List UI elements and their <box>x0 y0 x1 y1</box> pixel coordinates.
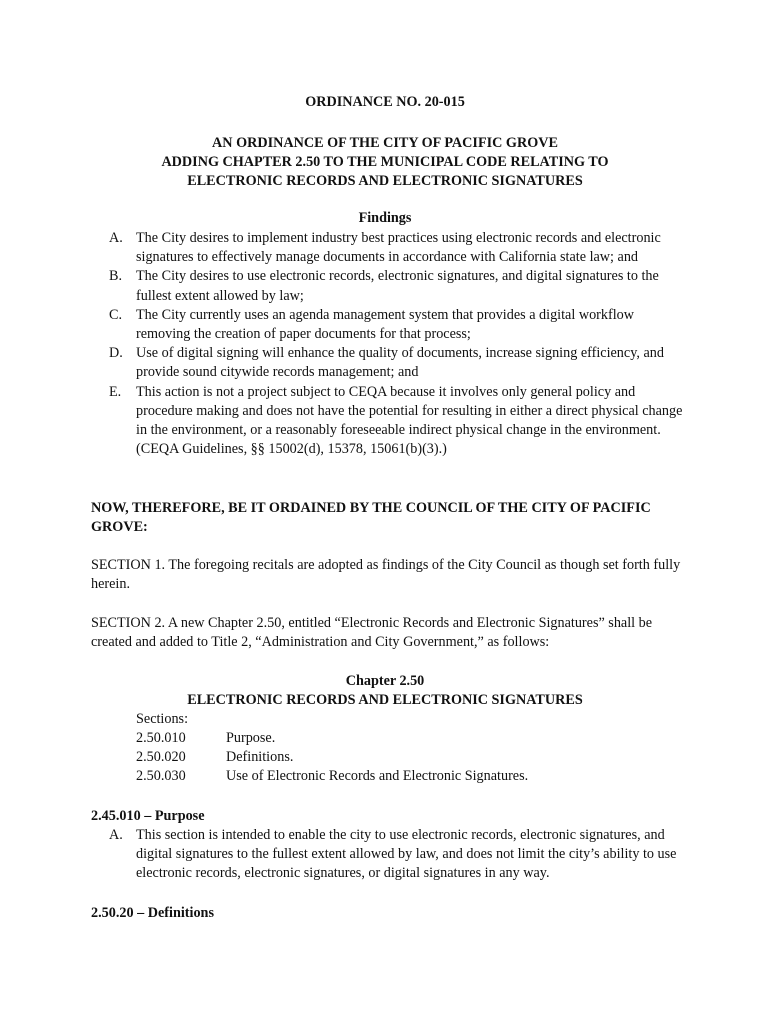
sections-table-of-contents <box>136 729 528 787</box>
toc-label: Use of Electronic Records and Electronic Signatures. <box>226 768 529 785</box>
purpose-list <box>109 826 689 884</box>
sections-label: Sections: <box>136 711 189 727</box>
definitions-heading: 2.50.20 – Definitions <box>91 905 214 921</box>
finding-item <box>109 267 689 305</box>
toc-row <box>136 748 528 767</box>
finding-text: Use of digital signing will enhance the quality of documents, increase signing efficiency, and provide sound citywide records management; and <box>136 345 664 381</box>
toc-label: Purpose. <box>226 730 276 746</box>
heading-line: ELECTRONIC RECORDS AND ELECTRONIC SIGNATURES <box>187 173 583 190</box>
finding-letter: B. <box>109 268 123 285</box>
ordinance-number: ORDINANCE NO. 20-015 <box>305 94 465 110</box>
findings-title: Findings <box>358 210 412 226</box>
heading-line: AN ORDINANCE OF THE CITY OF PACIFIC GROVE <box>212 135 558 151</box>
purpose-heading: 2.45.010 – Purpose <box>91 808 205 824</box>
toc-number: 2.50.020 <box>136 749 186 766</box>
finding-text: This action is not a project subject to CEQA because it involves only general policy and procedure making and does not have the potential for resulting in either a direct physical change in the environment, or a reasonably foreseeable indirect physical change in the environment. (CEQA Guidelines, §§ 15002(d), 15378, 15061(b)(3).) <box>136 383 683 458</box>
finding-item <box>109 306 689 344</box>
heading-line: ADDING CHAPTER 2.50 TO THE MUNICIPAL CODE RELATING TO <box>161 154 609 171</box>
toc-number: 2.50.010 <box>136 730 186 746</box>
chapter-title: ELECTRONIC RECORDS AND ELECTRONIC SIGNATURES <box>187 692 583 709</box>
section-2: SECTION 2. A new Chapter 2.50, entitled “Electronic Records and Electronic Signatures” shall be created and added to Title 2, “Administration and City Government,” as follows: <box>91 615 653 651</box>
finding-text: The City desires to implement industry best practices using electronic records and electronic signatures to effectively manage documents in accordance with California state law; and <box>136 230 661 266</box>
chapter-heading <box>0 672 770 710</box>
finding-item <box>109 344 689 382</box>
toc-number: 2.50.030 <box>136 768 186 785</box>
finding-text: The City currently uses an agenda management system that provides a digital workflow removing the creation of paper documents for that process; <box>136 306 635 343</box>
toc-label: Definitions. <box>226 749 294 766</box>
section-1: SECTION 1. The foregoing recitals are adopted as findings of the City Council as though set forth fully herein. <box>91 557 681 593</box>
ordinance-heading <box>0 134 770 192</box>
ordained-clause: NOW, THEREFORE, BE IT ORDAINED BY THE COUNCIL OF THE CITY OF PACIFIC GROVE: <box>91 500 651 536</box>
finding-text: The City desires to use electronic records, electronic signatures, and digital signatures to the fullest extent allowed by law; <box>136 268 659 304</box>
chapter-number: Chapter 2.50 <box>345 673 425 689</box>
purpose-letter: A. <box>109 827 123 843</box>
toc-row <box>136 767 528 786</box>
finding-letter: A. <box>109 230 123 246</box>
finding-item <box>109 229 689 267</box>
toc-row <box>136 729 528 748</box>
finding-letter: D. <box>109 345 123 362</box>
finding-letter: E. <box>109 383 122 400</box>
purpose-item <box>109 826 689 884</box>
purpose-text: This section is intended to enable the city to use electronic records, electronic signatures, and digital signatures to the fullest extent allowed by law, and does not limit the city’s ability to use electronic records, electronic signatures, or digital signatures in any way. <box>136 827 677 882</box>
findings-list <box>109 229 689 459</box>
finding-item <box>109 383 689 460</box>
finding-letter: C. <box>109 306 123 323</box>
